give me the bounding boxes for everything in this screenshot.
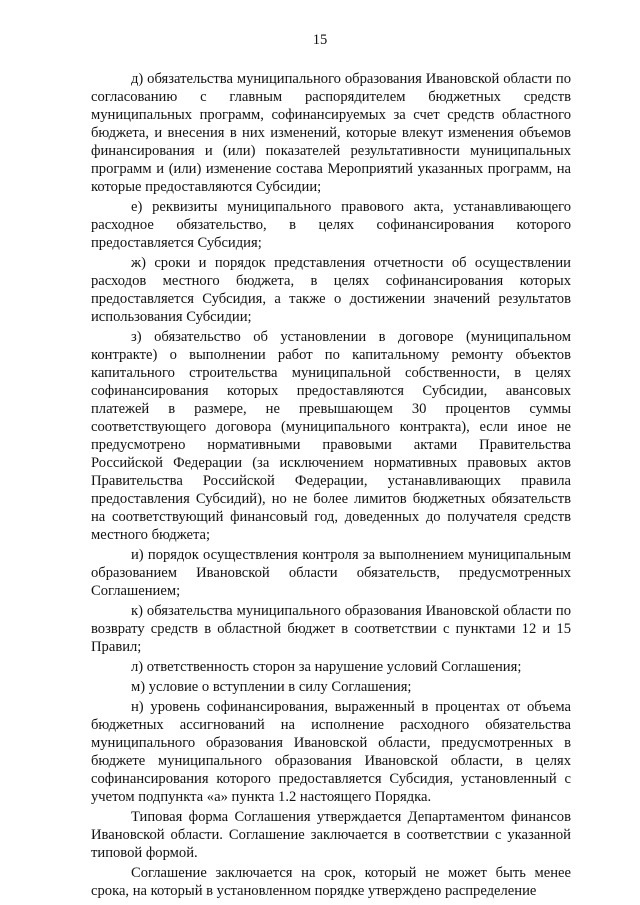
paragraph-z: з) обязательство об установлении в договоре (муниципальном контракте) о выполнении работ по капитальному ремонту объектов капитального строительства муниципальной собственности, в целях софинансирования которых предоставляются Субсидии, авансовых платежей в размере, не превышающем 30 процентов суммы соответствующего договора (муниципального контракта), если иное не предусмотрено нормативными правовыми актами Правительства Российской Федерации (за исключением нормативных правовых актов Правительства Российской Федерации, устанавливающих правила предоставления Субсидий), но не более лимитов бюджетных обязательств на соответствующий финансовый год, доведенных до получателя средств местного бюджета; xyxy=(91,329,571,543)
paragraph-k: к) обязательства муниципального образования Ивановской области по возврату средств в областной бюджет в соответствии с пунктами 12 и 15 Правил; xyxy=(91,603,571,655)
paragraph-m: м) условие о вступлении в силу Соглашения; xyxy=(131,679,412,695)
paragraph-typical-form: Типовая форма Соглашения утверждается Департаментом финансов Ивановской области. Соглашение заключается в соответствии с указанной типовой формой. xyxy=(91,809,571,861)
paragraph-zh: ж) сроки и порядок представления отчетности об осуществлении расходов местного бюджета, в целях софинансирования которых предоставляется Субсидия, а также о достижении значений результатов использования Субсидии; xyxy=(91,255,571,325)
document-body xyxy=(91,70,571,902)
paragraph-l: л) ответственность сторон за нарушение условий Соглашения; xyxy=(131,659,522,675)
paragraph-agreement-term: Соглашение заключается на срок, который не может быть менее срока, на который в установленном порядке утверждено распределение xyxy=(91,865,571,899)
page-number: 15 xyxy=(312,32,328,48)
paragraph-n: н) уровень софинансирования, выраженный в процентах от объема бюджетных ассигнований на исполнение расходного обязательства муниципального образования Ивановской области, предусмотренных в бюджете муниципального образования Ивановской области, в целях софинансирования которого предоставляется Субсидия, установленный с учетом подпункта «а» пункта 1.2 настоящего Порядка. xyxy=(91,699,571,805)
paragraph-i: и) порядок осуществления контроля за выполнением муниципальным образованием Ивановской области обязательств, предусмотренных Соглашением; xyxy=(91,547,571,599)
paragraph-e: е) реквизиты муниципального правового акта, устанавливающего расходное обязательство, в целях софинансирования которого предоставляется Субсидия; xyxy=(91,199,571,251)
paragraph-d: д) обязательства муниципального образования Ивановской области по согласованию с главным распорядителем бюджетных средств муниципальных программ, софинансируемых за счет средств областного бюджета, и внесения в них изменений, которые влекут изменения объемов финансирования и (или) показателей результативности муниципальных программ и (или) изменение состава Мероприятий указанных программ, на которые предоставляются Субсидии; xyxy=(91,71,571,195)
